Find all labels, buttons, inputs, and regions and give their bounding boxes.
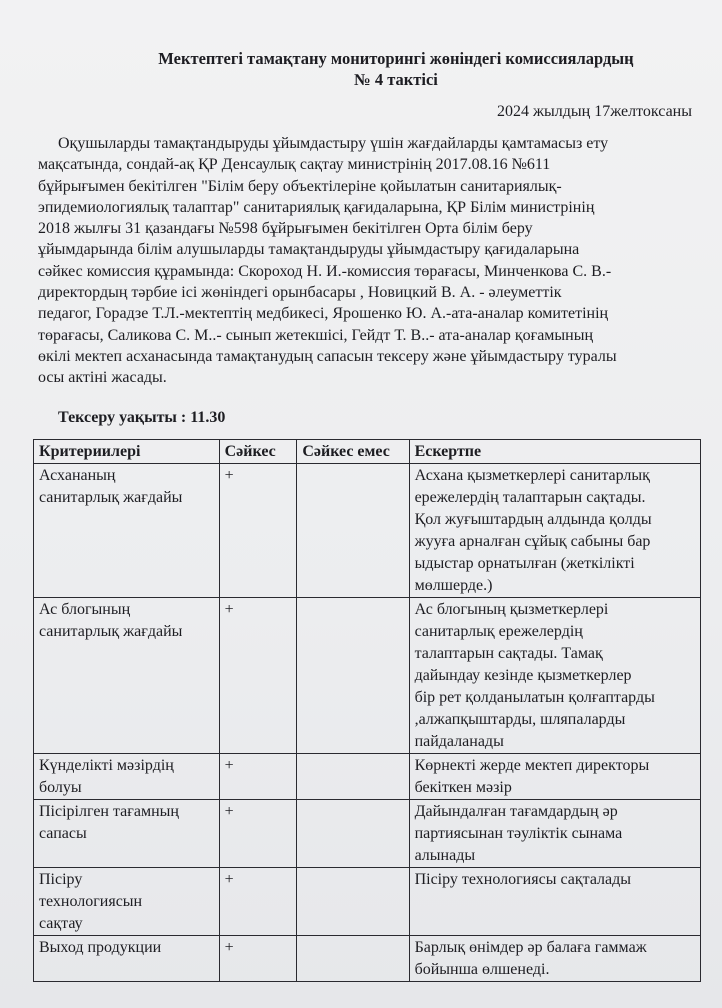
criterion-cell: [34, 936, 220, 982]
paragraph-line: бұйрығымен бекітілген "Білім беру объектілеріне қойылатын санитариялық-: [38, 177, 562, 195]
mismatch-mark: [297, 598, 409, 754]
note-cell: [409, 868, 700, 936]
paragraph-line: ұйымдарында білім алушыларды тамақтандыруды ұйымдастыру қағидаларына: [38, 241, 580, 259]
note-cell-line: Барлық өнімдер әр балаға гаммаж: [414, 939, 647, 956]
paragraph-line: мақсатында, сондай-ақ ҚР Денсаулық сақтау министрінің 2017.08.16 №611: [38, 156, 551, 174]
table-row: [34, 464, 701, 598]
note-cell-line: Асхана қызметкерлері санитарлық: [414, 467, 650, 484]
criterion-cell: [34, 754, 220, 800]
note-cell-line: жууға арналған сұйық сабыны бар: [414, 533, 651, 550]
criterion-cell: [34, 464, 220, 598]
table-row: [34, 868, 701, 936]
note-cell-line: алынады: [414, 847, 476, 864]
note-cell-line: ережелердің талаптарын сақтады.: [414, 489, 646, 506]
mismatch-mark: [297, 464, 409, 598]
header-match: Сәйкес: [219, 440, 297, 464]
match-mark: +: [219, 936, 297, 982]
criteria-table: [33, 439, 701, 982]
criterion-cell-line: санитарлық жағдайы: [39, 489, 183, 506]
note-cell-line: Ас блогының қызметкерлері: [414, 601, 609, 618]
paragraph-line: өкілі мектеп асханасында тамақтанудың сапасын тексеру және ұйымдастыру туралы: [38, 347, 617, 365]
criterion-cell: [34, 868, 220, 936]
note-cell: [409, 936, 700, 982]
table-header-row: [34, 440, 701, 464]
note-cell-line: мөлшерде.): [414, 577, 493, 594]
note-cell-line: талаптарын сақтады. Тамақ: [414, 645, 603, 662]
table-row: [34, 800, 701, 868]
criterion-cell-line: Күнделікті мәзірдің: [39, 757, 174, 774]
note-cell-line: ,алжапқыштарды, шляпаларды: [414, 711, 626, 728]
criterion-cell-line: Пісіру: [39, 871, 83, 888]
criterion-cell-line: санитарлық жағдайы: [39, 623, 183, 640]
document-date: 2024 жылдың 17желтоксаны: [496, 103, 692, 120]
match-mark: +: [219, 754, 297, 800]
header-criteria: Критериилері: [34, 440, 220, 464]
header-note: Ескертпе: [409, 440, 700, 464]
criterion-cell-line: Ас блогының: [39, 601, 131, 618]
note-cell-line: бір рет қолданылатын қолғаптарды: [414, 689, 655, 706]
header-mismatch: Сәйкес емес: [297, 440, 409, 464]
note-cell-line: партиясынан тәуліктік сынама: [414, 825, 623, 842]
note-cell-line: санитарлық ережелердің: [414, 623, 583, 640]
paragraph-line: Оқушыларды тамақтандыруды ұйымдастыру үшін жағдайларды қамтамасыз ету: [38, 135, 609, 152]
note-cell-line: Қол жуғыштардың алдында қолды: [414, 511, 652, 528]
document-title: [0, 48, 722, 90]
match-mark: +: [219, 800, 297, 868]
table-row: [34, 754, 701, 800]
note-cell-line: бойынша өлшенеді.: [414, 961, 550, 978]
note-cell-line: Көрнекті жерде мектеп директоры: [414, 757, 650, 774]
paragraph-line: директордың тәрбие ісі жөніндегі орынбасары , Новицкий В. А. - әлеуметтік: [38, 284, 562, 302]
mismatch-mark: [297, 936, 409, 982]
criterion-cell-line: Пісірілген тағамның: [39, 803, 179, 820]
table-body: [34, 464, 701, 982]
mismatch-mark: [297, 800, 409, 868]
match-mark: +: [219, 464, 297, 598]
note-cell-line: бекіткен мәзір: [414, 779, 512, 796]
title-line-2: № 4 тактісі: [354, 70, 438, 89]
criterion-cell-line: Асхананың: [39, 467, 116, 484]
note-cell-line: Дайындалған тағамдардың әр: [414, 803, 618, 820]
note-cell-line: ыдыстар орнатылған (жеткілікті: [414, 555, 635, 572]
note-cell: [409, 800, 700, 868]
note-cell: [409, 598, 700, 754]
criterion-cell-line: болуы: [39, 779, 82, 796]
note-cell-line: дайындау кезінде қызметкерлер: [414, 667, 632, 684]
note-cell-line: пайдаланады: [414, 733, 504, 750]
paragraph-line: төрағасы, Саликова С. М..- сынып жетекшісі, Гейдт Т. В..- ата-аналар қоғамының: [38, 326, 594, 344]
criterion-cell-line: Выход продукции: [39, 939, 162, 956]
mismatch-mark: [297, 868, 409, 936]
inspection-time: Тексеру уақыты : 11.30: [58, 409, 226, 426]
note-cell: [409, 464, 700, 598]
criterion-cell: [34, 598, 220, 754]
criterion-cell-line: технологиясын: [39, 893, 143, 910]
note-cell: [409, 754, 700, 800]
note-cell-line: Пісіру технологиясы сақталады: [414, 871, 632, 888]
table-row: [34, 598, 701, 754]
criterion-cell-line: сақтау: [39, 915, 83, 932]
table-row: [34, 936, 701, 982]
mismatch-mark: [297, 754, 409, 800]
paragraph-line: сәйкес комиссия құрамында: Скороход Н. И.-комиссия төрағасы, Минченкова С. В.-: [38, 262, 612, 280]
criterion-cell: [34, 800, 220, 868]
match-mark: +: [219, 868, 297, 936]
match-mark: +: [219, 598, 297, 754]
title-line-1: Мектептегі тамақтану мониторингі жөніндегі комиссиялардың: [158, 49, 634, 68]
criterion-cell-line: сапасы: [39, 825, 87, 842]
intro-paragraph: [38, 133, 693, 389]
paragraph-line: педагог, Горадзе Т.Л.-мектептің медбикесі, Ярошенко Ю. А.-ата-аналар комитетінің: [38, 305, 609, 323]
paragraph-line: осы актіні жасады.: [38, 369, 167, 387]
paragraph-line: 2018 жылғы 31 қазандағы №598 бұйрығымен бекітілген Орта білім беру: [38, 220, 533, 238]
paragraph-line: эпидемиологиялық талаптар" санитариялық қағидаларына, ҚР Білім министрінің: [38, 198, 595, 216]
